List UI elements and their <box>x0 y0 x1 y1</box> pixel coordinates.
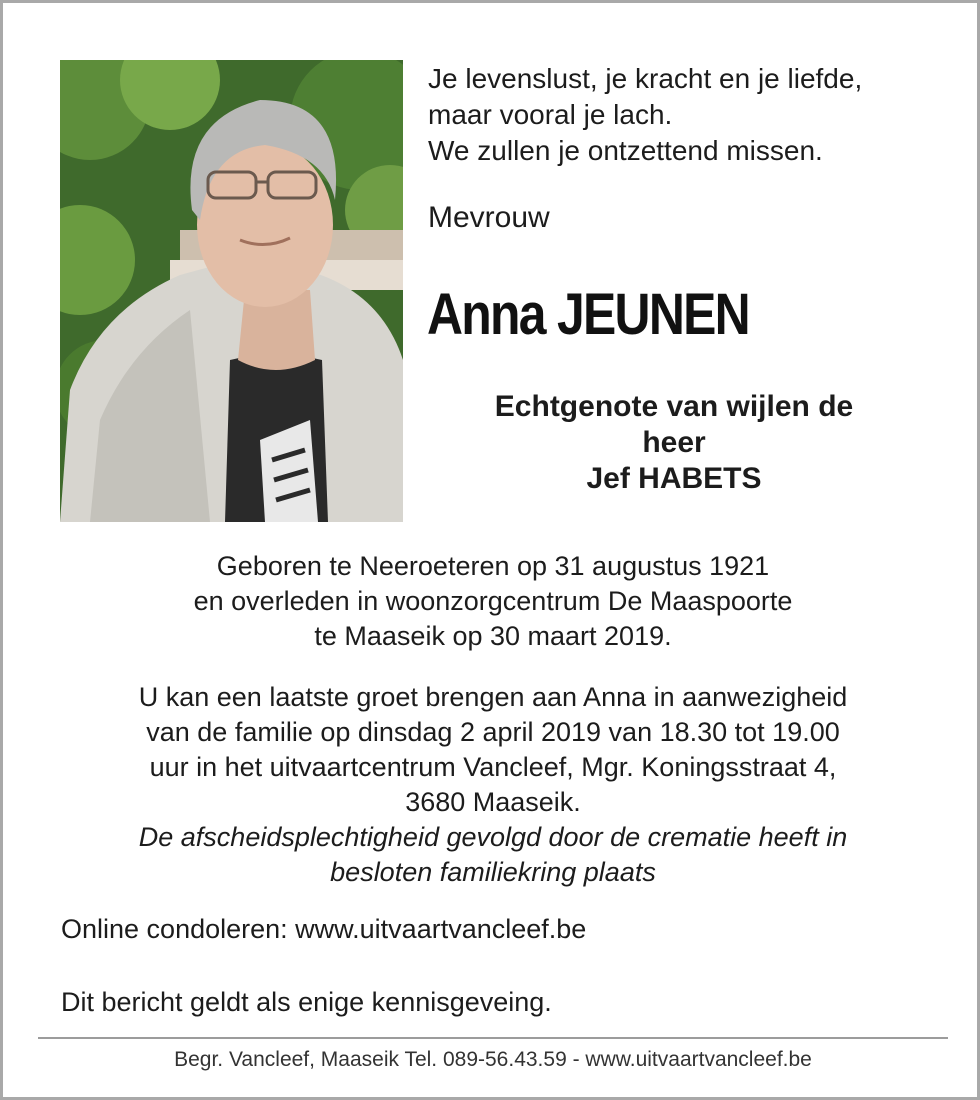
detail-line: te Maaseik op 30 maart 2019. <box>314 621 672 651</box>
online-condolence: Online condoleren: www.uitvaartvancleef.be <box>61 914 587 944</box>
visitation-line: 3680 Maaseik. <box>405 787 581 817</box>
ceremony-line: besloten familiekring plaats <box>330 857 656 887</box>
salutation: Mevrouw <box>428 201 550 234</box>
visitation-details <box>43 680 943 890</box>
verse-line: We zullen je ontzettend missen. <box>428 135 823 166</box>
funeral-home-footer: Begr. Vancleef, Maaseik Tel. 089-56.43.59 - www.uitvaartvancleef.be <box>174 1048 812 1071</box>
notice-statement: Dit bericht geldt als enige kennisgeveing. <box>61 987 552 1017</box>
spouse-name: Jef HABETS <box>586 462 762 495</box>
spouse-info <box>428 389 920 497</box>
spouse-line: heer <box>642 426 706 459</box>
visitation-line: uur in het uitvaartcentrum Vancleef, Mgr. Koningsstraat 4, <box>149 752 837 782</box>
deceased-name: Anna JEUNEN <box>427 282 749 347</box>
detail-line: Geboren te Neeroeteren op 31 augustus 1921 <box>216 551 770 581</box>
verse-line: maar vooral je lach. <box>428 99 673 130</box>
visitation-line: van de familie op dinsdag 2 april 2019 van 18.30 tot 19.00 <box>146 717 840 747</box>
birth-death-details <box>43 549 943 654</box>
ceremony-line: De afscheidsplechtigheid gevolgd door de crematie heeft in <box>138 822 848 852</box>
visitation-line: U kan een laatste groet brengen aan Anna in aanwezigheid <box>138 682 848 712</box>
detail-line: en overleden in woonzorgcentrum De Maaspoorte <box>193 586 793 616</box>
portrait-photo <box>60 60 403 522</box>
memorial-verse <box>428 61 948 169</box>
spouse-line: Echtgenote van wijlen de <box>494 390 854 423</box>
verse-line: Je levenslust, je kracht en je liefde, <box>428 63 863 94</box>
footer-divider <box>38 1037 948 1039</box>
